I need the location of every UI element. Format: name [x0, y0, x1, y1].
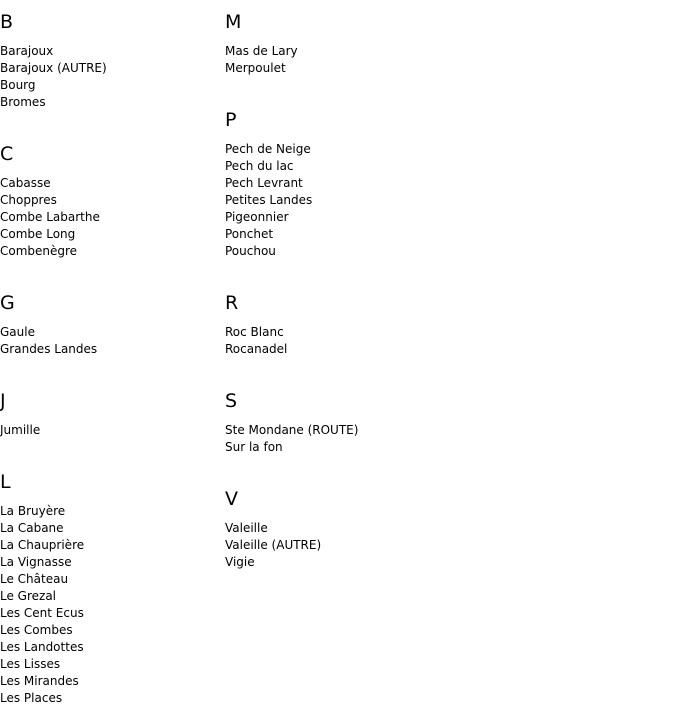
letter-group-s: [225, 379, 450, 456]
place-link-ponchet[interactable]: Ponchet: [225, 227, 274, 241]
place-list: [0, 43, 225, 111]
letter-heading: S: [225, 390, 238, 412]
letter-group-r: [225, 281, 450, 358]
letter-group-l: [0, 460, 225, 707]
place-link-le-grezal[interactable]: Le Grezal: [0, 589, 57, 603]
place-link-les-lisses[interactable]: Les Lisses: [0, 657, 61, 671]
place-link-bromes[interactable]: Bromes: [0, 95, 46, 109]
place-link-cabasse[interactable]: Cabasse: [0, 176, 51, 190]
place-link-les-mirandes[interactable]: Les Mirandes: [0, 674, 79, 688]
place-link-gaule[interactable]: Gaule: [0, 325, 35, 339]
letter-group-j: [0, 379, 225, 439]
place-list: [225, 43, 450, 77]
place-link-petites-landes[interactable]: Petites Landes: [225, 193, 313, 207]
letter-group-g: [0, 281, 225, 358]
place-link-les-cent-ecus[interactable]: Les Cent Ecus: [0, 606, 84, 620]
letter-heading: L: [0, 471, 11, 493]
letter-group-b: [0, 0, 225, 111]
place-link-les-landottes[interactable]: Les Landottes: [0, 640, 84, 654]
letter-group-v: [225, 477, 450, 571]
place-link-pech-de-neige[interactable]: Pech de Neige: [225, 142, 311, 156]
letter-heading: V: [225, 488, 238, 510]
place-link-valeille-autre[interactable]: Valeille (AUTRE): [225, 538, 322, 552]
place-list: [0, 422, 225, 439]
place-link-jumille[interactable]: Jumille: [0, 423, 41, 437]
place-link-combe-labarthe[interactable]: Combe Labarthe: [0, 210, 100, 224]
letter-heading: C: [0, 143, 14, 165]
place-link-bourg[interactable]: Bourg: [0, 78, 36, 92]
place-link-barajoux-autre[interactable]: Barajoux (AUTRE): [0, 61, 107, 75]
place-link-combenegre[interactable]: Combenègre: [0, 244, 78, 258]
place-link-grandes-landes[interactable]: Grandes Landes: [0, 342, 98, 356]
place-link-la-bruyere[interactable]: La Bruyère: [0, 504, 66, 518]
place-link-barajoux[interactable]: Barajoux: [0, 44, 54, 58]
place-link-la-cabane[interactable]: La Cabane: [0, 521, 64, 535]
letter-heading: P: [225, 109, 237, 131]
place-list: [0, 324, 225, 358]
place-link-merpoulet[interactable]: Merpoulet: [225, 61, 286, 75]
place-link-ste-mondane-route[interactable]: Ste Mondane (ROUTE): [225, 423, 359, 437]
place-list: [0, 503, 225, 707]
place-link-choppres[interactable]: Choppres: [0, 193, 57, 207]
place-link-roc-blanc[interactable]: Roc Blanc: [225, 325, 284, 339]
place-link-pech-levrant[interactable]: Pech Levrant: [225, 176, 303, 190]
letter-heading: G: [0, 292, 15, 314]
column-left: [0, 0, 225, 728]
place-link-les-combes[interactable]: Les Combes: [0, 623, 73, 637]
letter-heading: R: [225, 292, 239, 314]
place-link-le-chateau[interactable]: Le Château: [0, 572, 69, 586]
letter-group-p: [225, 98, 450, 260]
place-list: [225, 141, 450, 260]
place-link-la-chaupriere[interactable]: La Chauprière: [0, 538, 85, 552]
letter-heading: M: [225, 11, 242, 33]
letter-group-c: [0, 132, 225, 260]
place-link-combe-long[interactable]: Combe Long: [0, 227, 76, 241]
place-link-rocanadel[interactable]: Rocanadel: [225, 342, 288, 356]
place-link-pigeonnier[interactable]: Pigeonnier: [225, 210, 289, 224]
place-link-pouchou[interactable]: Pouchou: [225, 244, 276, 258]
place-list: [225, 324, 450, 358]
place-link-les-places[interactable]: Les Places: [0, 691, 63, 705]
place-link-mas-de-lary[interactable]: Mas de Lary: [225, 44, 298, 58]
letter-heading: J: [0, 390, 6, 412]
place-link-vigie[interactable]: Vigie: [225, 555, 255, 569]
place-list: [225, 422, 450, 456]
place-list: [0, 175, 225, 260]
column-right: [225, 0, 450, 592]
place-link-pech-du-lac[interactable]: Pech du lac: [225, 159, 294, 173]
place-link-la-vignasse[interactable]: La Vignasse: [0, 555, 72, 569]
place-link-sur-la-fon[interactable]: Sur la fon: [225, 440, 283, 454]
place-link-valeille[interactable]: Valeille: [225, 521, 268, 535]
letter-group-m: [225, 0, 450, 77]
letter-heading: B: [0, 11, 14, 33]
place-list: [225, 520, 450, 571]
